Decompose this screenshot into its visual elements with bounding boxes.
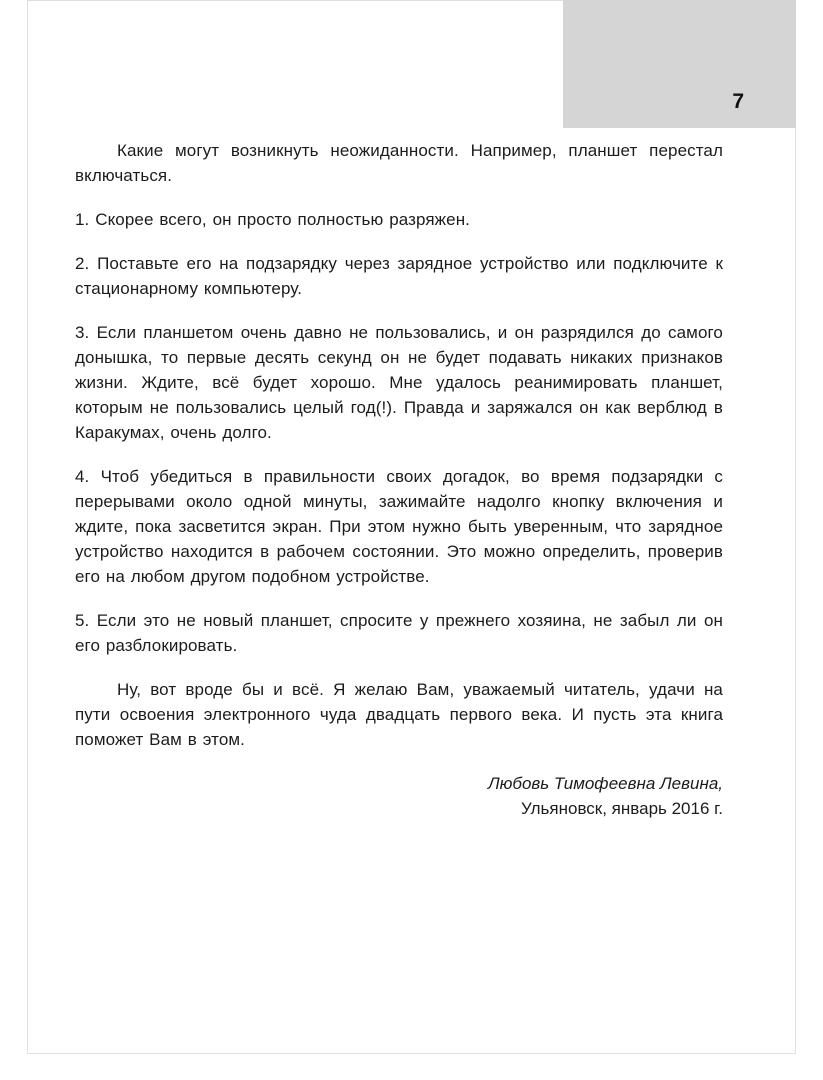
author-name: Любовь Тимофеевна Левина, [487, 774, 723, 793]
paragraph-list-item-5: 5. Если это не новый планшет, спросите у прежнего хозяина, не забыл ли он его разблокировать. [75, 611, 723, 655]
page-number: 7 [732, 90, 744, 113]
paragraph-list-item-1: 1. Скорее всего, он просто полностью разряжен. [75, 210, 471, 229]
page-header-block [563, 0, 796, 128]
paragraph-intro: Какие могут возникнуть неожиданности. Например, планшет перестал включаться. [75, 141, 723, 185]
paragraph-closing: Ну, вот вроде бы и всё. Я желаю Вам, уважаемый читатель, удачи на пути освоения электронного чуда двадцать первого века. И пусть эта книга поможет Вам в этом. [75, 680, 723, 749]
paragraph-list-item-3: 3. Если планшетом очень давно не пользовались, и он разрядился до самого донышка, то первые десять секунд он не будет подавать никаких признаков жизни. Ждите, всё будет хорошо. Мне удалось реанимировать планшет, которым не пользовались целый год(!). Правда и заряжался он как верблюд в Каракумах, очень долго. [75, 323, 723, 442]
paragraph-list-item-2: 2. Поставьте его на подзарядку через зарядное устройство или подключите к стационарному компьютеру. [75, 254, 723, 298]
page-content [75, 138, 723, 821]
signature-block [75, 771, 723, 821]
place-and-date: Ульяновск, январь 2016 г. [520, 799, 723, 818]
paragraph-list-item-4: 4. Чтоб убедиться в правильности своих догадок, во время подзарядки с перерывами около одной минуты, зажимайте надолго кнопку включения и ждите, пока засветится экран. При этом нужно быть уверенным, что зарядное устройство находится в рабочем состоянии. Это можно определить, проверив его на любом другом подобном устройстве. [75, 467, 723, 586]
